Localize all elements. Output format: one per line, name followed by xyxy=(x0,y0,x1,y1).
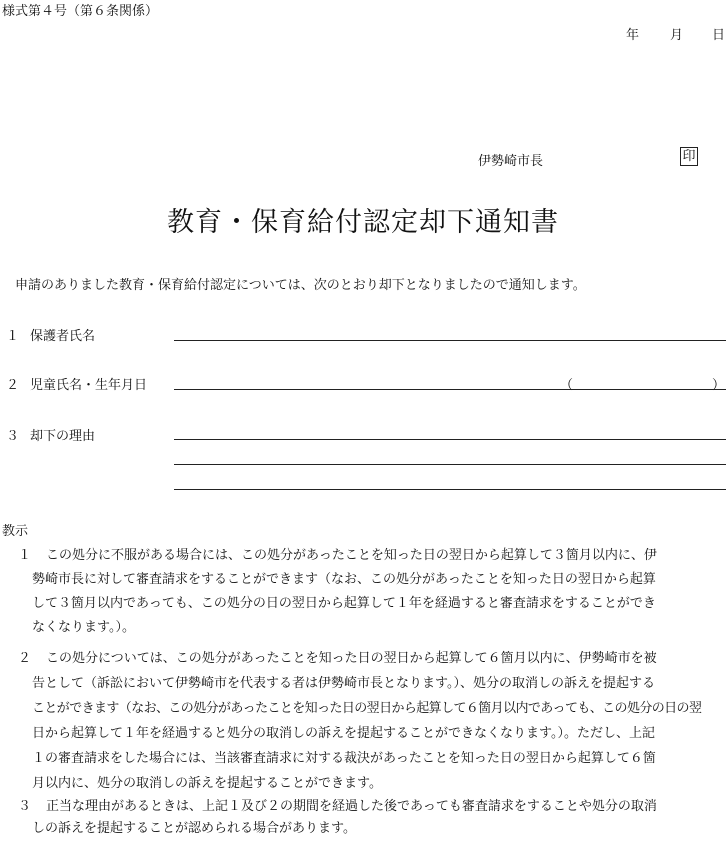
birthdate-open-paren: （ xyxy=(560,378,574,393)
notice-2-line-3: ことができます（なお、この処分があったことを知った日の翌日から起算して６箇月以内であっても、この処分の日の翌 xyxy=(32,701,702,716)
birthdate-close-paren: ） xyxy=(712,378,726,393)
notice-1-line-4: なくなります。）。 xyxy=(32,620,135,635)
rejection-reason-line-3[interactable] xyxy=(174,489,726,490)
date-year-label: 年 xyxy=(626,28,640,43)
notice-heading: 教示 xyxy=(2,524,29,539)
date-day-label: 日 xyxy=(712,28,726,43)
notice-1-line-3: して３箇月以内であっても、この処分の日の翌日から起算して１年を経過すると審査請求をすることができ xyxy=(32,596,656,611)
document-title: 教育・保育給付認定却下通知書 xyxy=(167,207,559,238)
notice-2-line-6: 月以内に、処分の取消しの訴えを提起することができます。 xyxy=(32,776,382,791)
notice-1-line-1: この処分に不服がある場合には、この処分があったことを知った日の翌日から起算して３箇月以内に、伊 xyxy=(46,548,657,563)
field-number-2: ２ xyxy=(6,378,20,393)
notice-3-line-1: 正当な理由があるときは、上記１及び２の期間を経過した後であっても審査請求をすることや処分の取消 xyxy=(46,799,657,814)
seal-stamp-box: 印 xyxy=(680,147,698,166)
notice-number-1: １ xyxy=(18,548,32,563)
rejection-reason-line-1[interactable] xyxy=(174,439,726,440)
issuer-name: 伊勢崎市長 xyxy=(478,154,544,169)
notice-2-line-2: 告として（訴訟において伊勢崎市を代表する者は伊勢崎市長となります。）、処分の取消しの訴えを提起する xyxy=(32,676,655,691)
notice-3-line-2: しの訴えを提起することが認められる場合があります。 xyxy=(32,821,356,836)
notice-1-line-2: 勢崎市長に対して審査請求をすることができます（なお、この処分があったことを知った日の翌日から起算 xyxy=(32,572,656,587)
notice-number-3: ３ xyxy=(18,799,32,814)
date-month-label: 月 xyxy=(670,28,684,43)
notice-number-2: ２ xyxy=(18,651,32,666)
notice-2-line-1: この処分については、この処分があったことを知った日の翌日から起算して６箇月以内に、伊勢崎市を被 xyxy=(46,651,657,666)
rejection-reason-line-2[interactable] xyxy=(174,464,726,465)
guardian-name-line[interactable] xyxy=(174,340,726,341)
field-label-guardian-name: 保護者氏名 xyxy=(30,329,96,344)
field-label-child-name-birthdate: 児童氏名・生年月日 xyxy=(30,378,148,393)
field-label-rejection-reason: 却下の理由 xyxy=(30,429,96,444)
field-number-3: ３ xyxy=(6,429,20,444)
child-name-birthdate-line[interactable] xyxy=(174,389,726,390)
notice-2-line-4: 日から起算して１年を経過すると処分の取消しの訴えを提起することができなくなります。）。ただし、上記 xyxy=(32,726,655,741)
notice-2-line-5: １の審査請求をした場合には、当該審査請求に対する裁決があったことを知った日の翌日から起算して６箇 xyxy=(32,751,656,766)
intro-text: 申請のありました教育・保育給付認定については、次のとおり却下となりましたので通知します。 xyxy=(15,278,586,293)
field-number-1: １ xyxy=(6,329,20,344)
form-number-label: 様式第４号（第６条関係） xyxy=(2,4,159,19)
